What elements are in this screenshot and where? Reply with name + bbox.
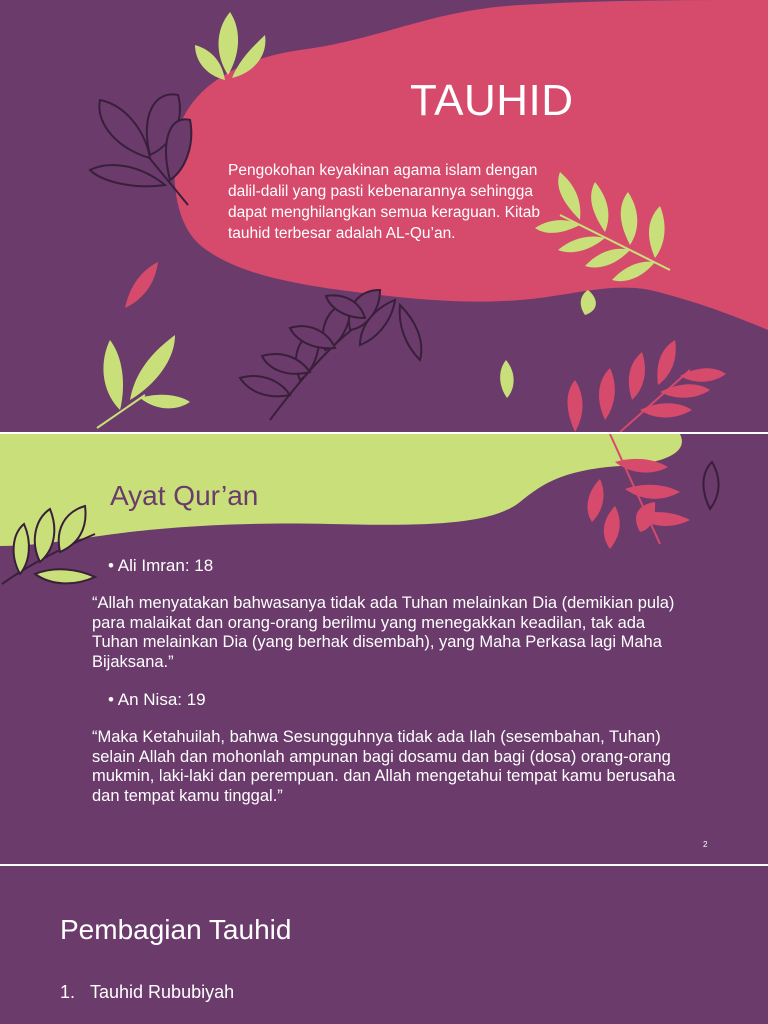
verse-quote: “Maka Ketahuilah, bahwa Sesungguhnya tidak ada Ilah (sesembahan, Tuhan) selain Allah dan mohonlah ampunan bagi dosamu dan bagi (dosa) orang-orang mukmin, laki-laki dan perempuan. dan Allah mengetahui tempat kamu berusaha dan tempat kamu tinggal.” — [92, 728, 676, 805]
bullet-item: • An Nisa: 19 — [108, 690, 206, 709]
lime-wave-shape — [0, 434, 682, 546]
slide-title: TAUHID — [410, 76, 574, 125]
bullet-label: Ali Imran: 18 — [117, 556, 214, 575]
pink-leaf-icon — [125, 262, 158, 308]
slide-title: Pembagian Tauhid — [60, 914, 292, 945]
slide-1 — [0, 0, 768, 432]
slide-2 — [0, 434, 768, 864]
lime-small-leaf-icon — [500, 360, 514, 398]
dark-fern-branch-icon — [240, 290, 421, 420]
numbered-list-item — [60, 982, 234, 1003]
dark-leaf-icon — [703, 462, 718, 509]
lime-leaf-cluster-icon — [97, 335, 190, 428]
pink-fern-icon — [568, 340, 727, 432]
slide-title: Ayat Qur’an — [110, 480, 259, 511]
list-number: 1. — [60, 982, 76, 1002]
list-label: Tauhid Rububiyah — [90, 982, 235, 1002]
bullet-item: • Ali Imran: 18 — [108, 556, 214, 575]
verse-quote: “Allah menyatakan bahwasanya tidak ada Tuhan melainkan Dia (demikian pula) para malaikat dan orang-orang berilmu yang menegakkan keadilan, tak ada Tuhan melainkan Dia (yang berhak disembah), yang Maha Perkasa lagi Maha Bijaksana.” — [92, 594, 675, 671]
slide-description: Pengokohan keyakinan agama islam dengan dalil-dalil yang pasti kebenarannya sehingga dapat menghilangkan semua keraguan. Kitab tauhid terbesar adalah AL-Qu’an. — [228, 162, 540, 242]
slide-3 — [0, 866, 768, 1024]
bullet-label: An Nisa: 19 — [117, 690, 206, 709]
page-number: 2 — [703, 840, 708, 849]
